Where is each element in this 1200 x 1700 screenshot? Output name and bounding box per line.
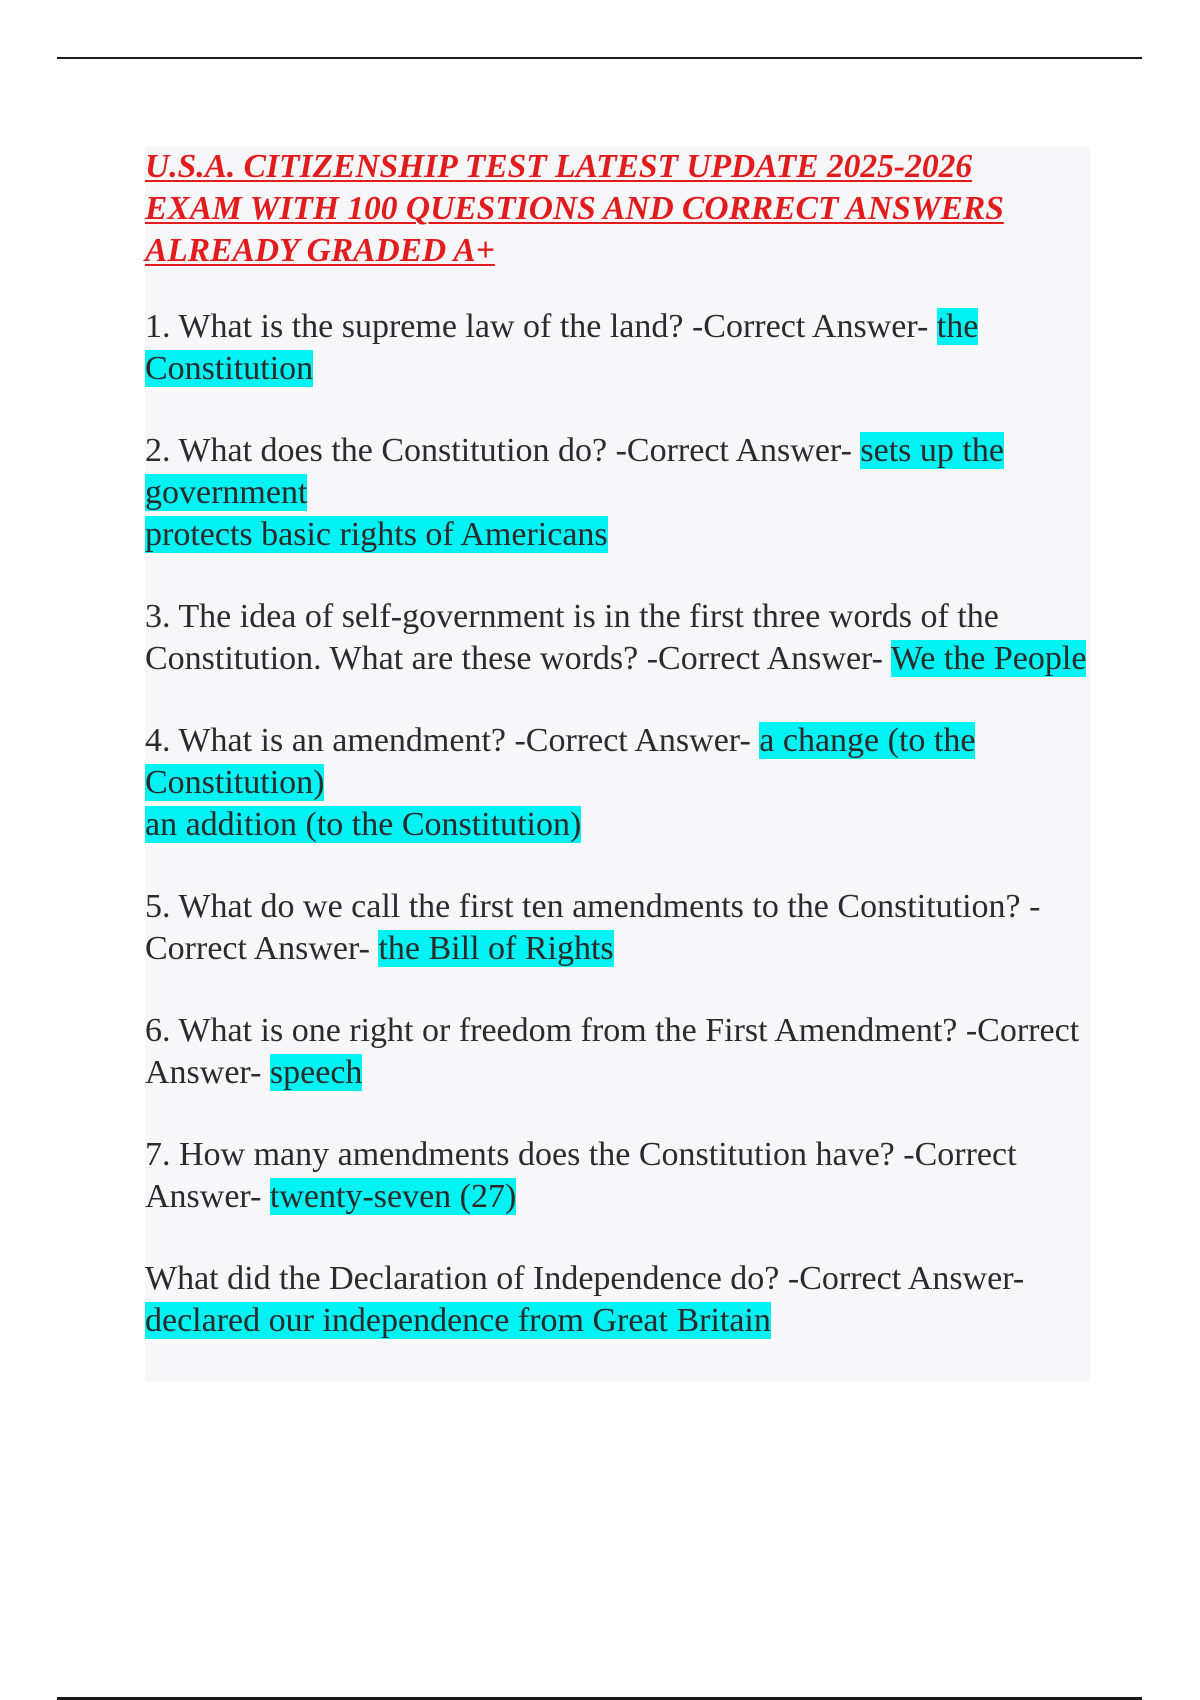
question-text: 1. What is the supreme law of the land? -Correct Answer- (145, 308, 937, 345)
title-line: ALREADY GRADED A+ (145, 232, 495, 269)
answer-text: the Bill of Rights (378, 930, 614, 967)
question-text: 5. What do we call the first ten amendments to the Constitution? -Correct Answer- (145, 888, 1041, 967)
answer-extra-text: an addition (to the Constitution) (145, 806, 582, 843)
answer-text: a change (to the Constitution) (145, 722, 976, 801)
question-text: 6. What is one right or freedom from the First Amendment? -Correct Answer- (145, 1012, 1080, 1091)
answer-text: twenty-seven (27) (269, 1178, 517, 1215)
question-text: 3. The idea of self-government is in the first three words of the Constitution. What are these words? -Correct Answer- (145, 598, 999, 677)
qa-item-2 (145, 430, 1090, 556)
qa-item-6 (145, 1010, 1090, 1094)
qa-item-8 (145, 1258, 1090, 1342)
document-title (145, 146, 1090, 272)
answer-text: speech (269, 1054, 363, 1091)
title-line: U.S.A. CITIZENSHIP TEST LATEST UPDATE 2025-2026 (145, 148, 973, 185)
answer-text: sets up the government (145, 432, 1004, 511)
top-rule (57, 57, 1142, 59)
qa-item-7 (145, 1134, 1090, 1218)
question-text: 7. How many amendments does the Constitution have? -Correct Answer- (145, 1136, 1017, 1215)
qa-item-5 (145, 886, 1090, 970)
answer-extra-text: protects basic rights of Americans (145, 516, 608, 553)
qa-item-4 (145, 720, 1090, 846)
answer-text: declared our independence from Great Britain (145, 1302, 771, 1339)
qa-item-1 (145, 306, 1090, 390)
title-line: EXAM WITH 100 QUESTIONS AND CORRECT ANSWERS (145, 190, 1004, 227)
answer-text: the Constitution (145, 308, 979, 387)
question-text: 2. What does the Constitution do? -Correct Answer- (145, 432, 861, 469)
qa-item-3 (145, 596, 1090, 680)
document-body (145, 146, 1090, 1382)
question-text: 4. What is an amendment? -Correct Answer- (145, 722, 760, 759)
question-text: What did the Declaration of Independence do? -Correct Answer- (145, 1260, 1025, 1297)
answer-text: We the People (890, 640, 1087, 677)
